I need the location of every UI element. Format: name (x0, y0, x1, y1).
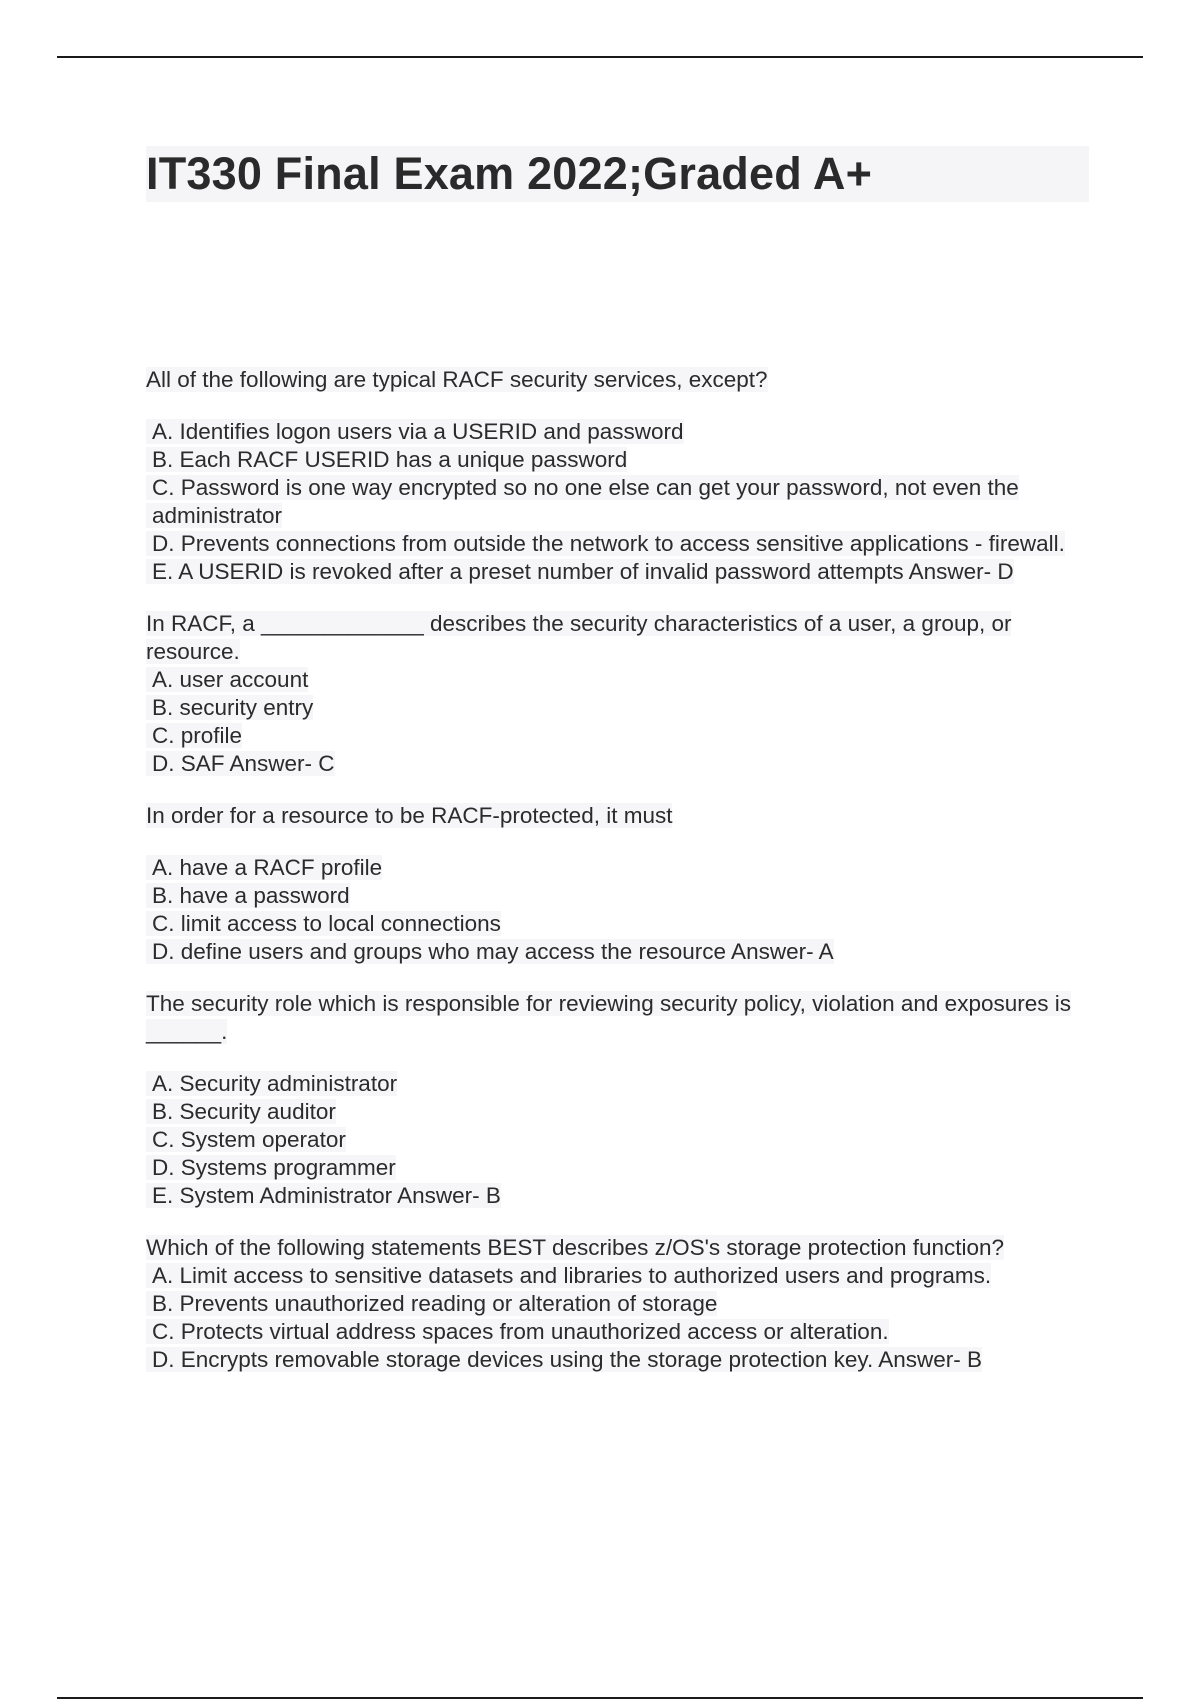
answer-option: D. define users and groups who may access the resource Answer- A (146, 938, 1096, 966)
bottom-rule (57, 1697, 1143, 1699)
answer-option: C. Protects virtual address spaces from unauthorized access or alteration. (146, 1318, 1096, 1346)
answer-option: D. Encrypts removable storage devices using the storage protection key. Answer- B (146, 1346, 1096, 1374)
answer-option: E. A USERID is revoked after a preset number of invalid password attempts Answer- D (146, 558, 1096, 586)
page-title: IT330 Final Exam 2022;Graded A+ (146, 148, 873, 199)
answer-option: C. Password is one way encrypted so no one else can get your password, not even the administrator (146, 474, 1096, 530)
question-prompt: All of the following are typical RACF security services, except? (146, 367, 768, 392)
question-4 (146, 990, 1096, 1210)
question-3 (146, 802, 1096, 966)
question-prompt: Which of the following statements BEST describes z/OS's storage protection function? (146, 1235, 1005, 1260)
question-2 (146, 610, 1096, 778)
top-rule (57, 56, 1143, 58)
answer-option: B. Each RACF USERID has a unique password (146, 446, 1096, 474)
answer-option: D. Prevents connections from outside the network to access sensitive applications - firewall. (146, 530, 1096, 558)
question-prompt: The security role which is responsible for reviewing security policy, violation and exposures is ______. (146, 991, 1071, 1044)
answer-option: B. Security auditor (146, 1098, 1096, 1126)
answer-option: D. Systems programmer (146, 1154, 1096, 1182)
question-5 (146, 1234, 1096, 1374)
answer-option: A. have a RACF profile (146, 854, 1096, 882)
answer-option: A. user account (146, 666, 1096, 694)
answer-option: B. have a password (146, 882, 1096, 910)
answer-option: E. System Administrator Answer- B (146, 1182, 1096, 1210)
question-prompt: In order for a resource to be RACF-protected, it must (146, 803, 673, 828)
answer-option: A. Security administrator (146, 1070, 1096, 1098)
answer-option: C. profile (146, 722, 1096, 750)
answer-option: C. System operator (146, 1126, 1096, 1154)
question-prompt: In RACF, a _____________ describes the security characteristics of a user, a group, or resource. (146, 611, 1012, 664)
answer-option: B. Prevents unauthorized reading or alteration of storage (146, 1290, 1096, 1318)
answer-option: A. Identifies logon users via a USERID and password (146, 418, 1096, 446)
answer-option: C. limit access to local connections (146, 910, 1096, 938)
question-1 (146, 366, 1096, 586)
title-banner (146, 146, 1089, 202)
answer-option: B. security entry (146, 694, 1096, 722)
answer-option: A. Limit access to sensitive datasets and libraries to authorized users and programs. (146, 1262, 1096, 1290)
answer-option: D. SAF Answer- C (146, 750, 1096, 778)
exam-content (146, 366, 1096, 1374)
